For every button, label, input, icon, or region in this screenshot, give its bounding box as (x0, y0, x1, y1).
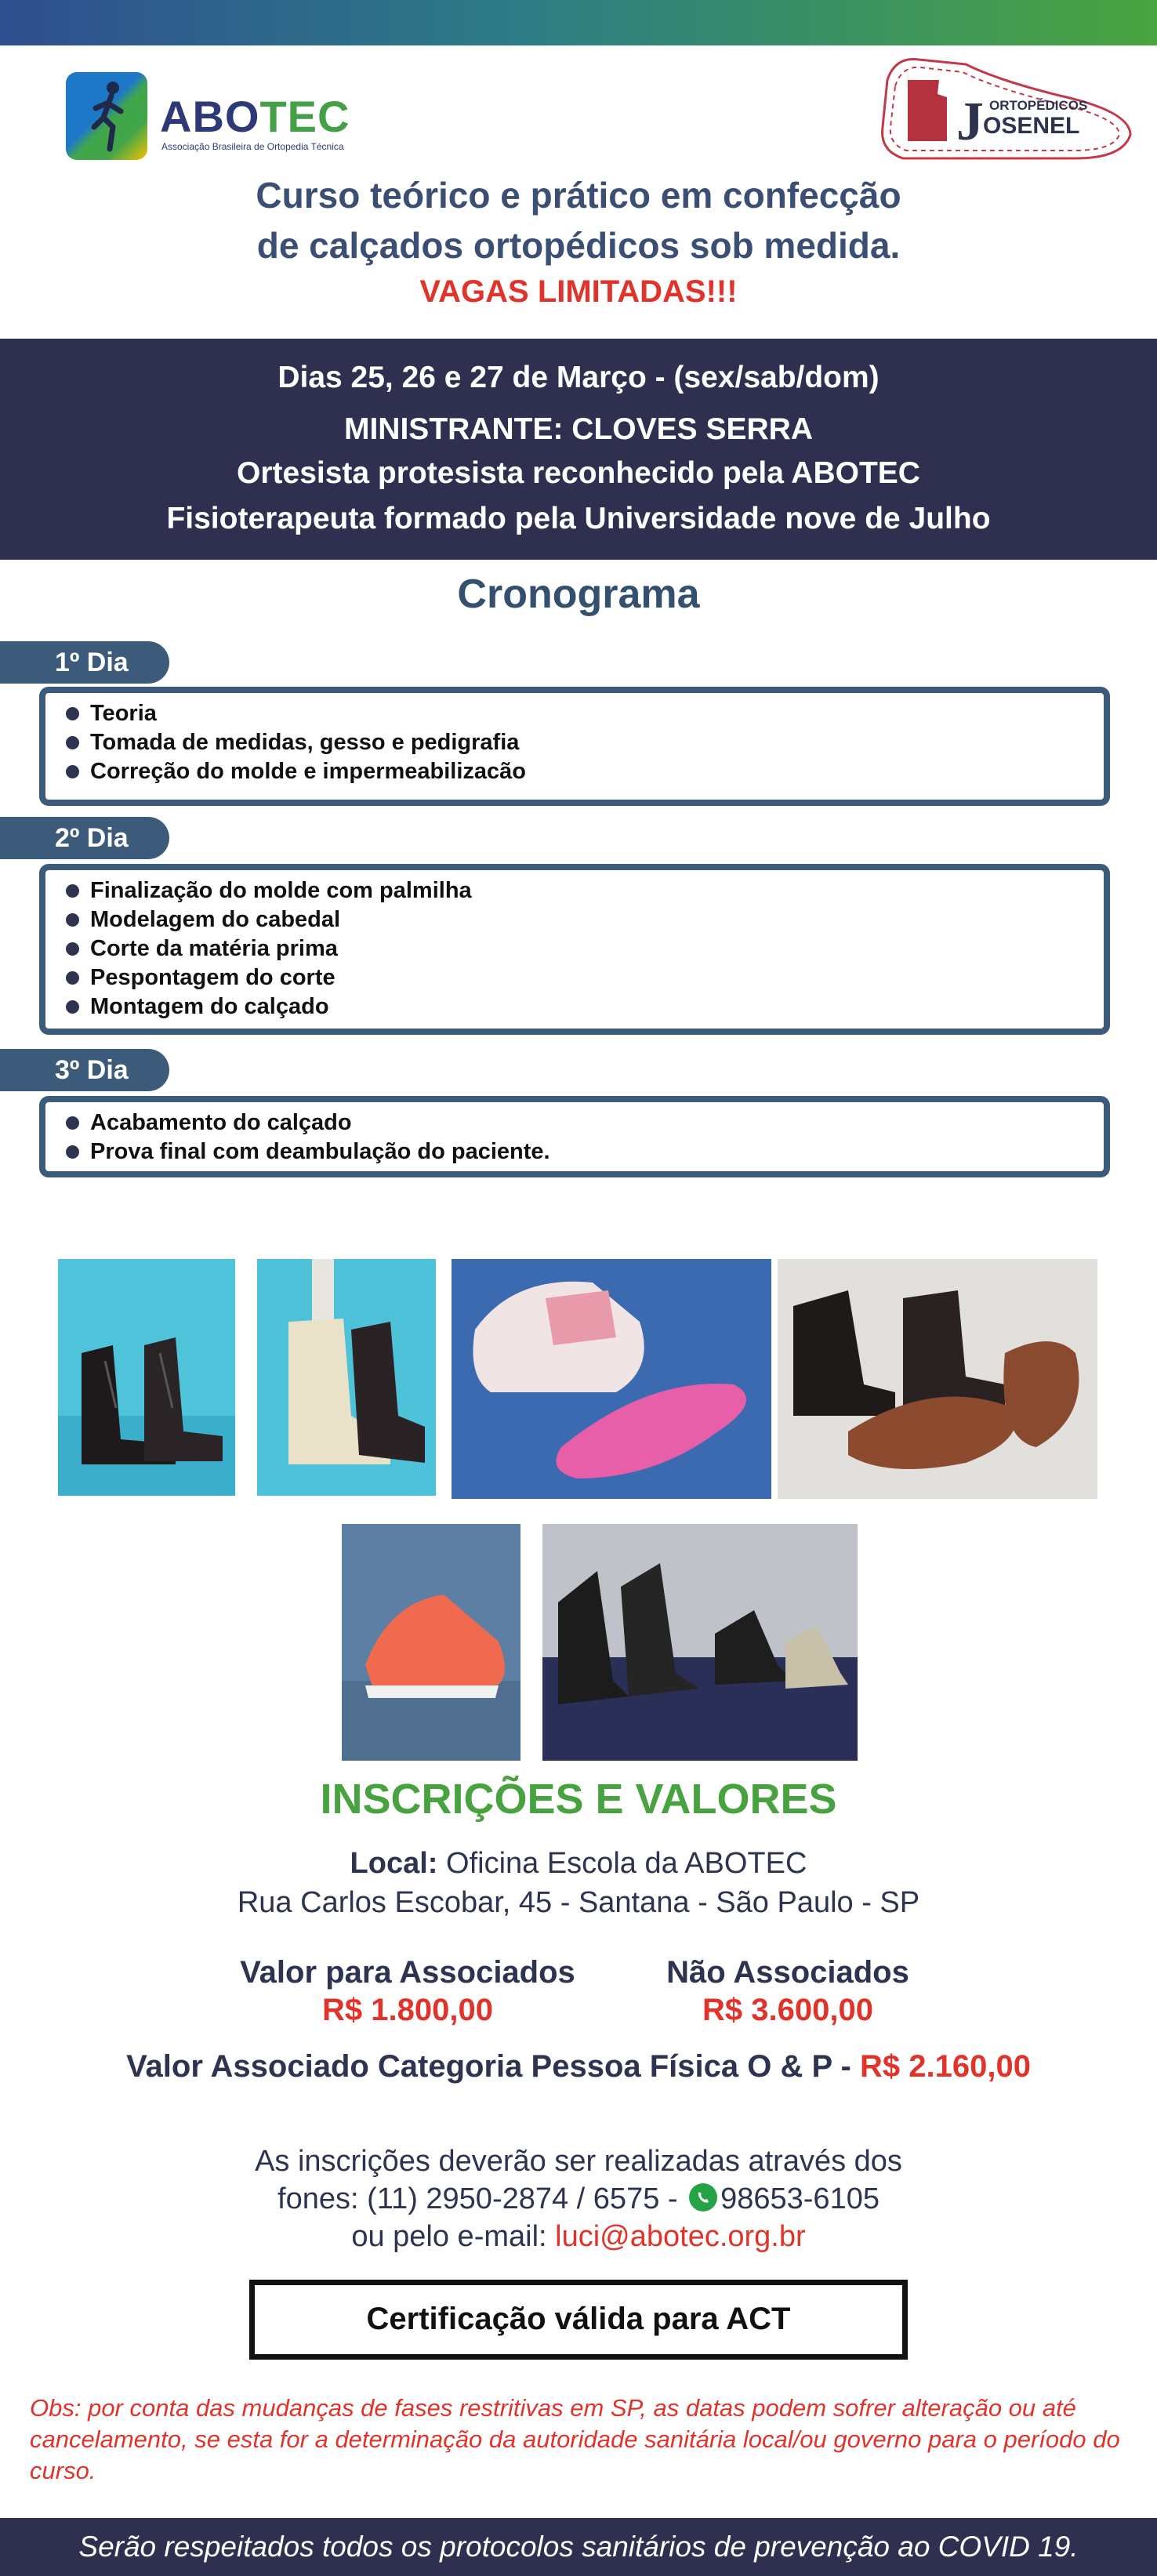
photo-plaster-cast (257, 1259, 436, 1496)
obs-note: Obs: por conta das mudanças de fases restritivas em SP, as datas podem sofrer alteração ou até cancelamento, se esta for a determinação da autoridade sanitária local/ou governo para o período do curso. (30, 2394, 1120, 2484)
abotec-logo (66, 72, 348, 166)
svg-text:OSENEL: OSENEL (983, 113, 1080, 139)
categoria-value: R$ 2.160,00 (859, 2049, 1031, 2084)
list-item: Prova final com deambulação do paciente. (66, 1137, 1104, 1166)
abotec-subtitle: Associação Brasileira de Ortopedia Técnica (161, 141, 344, 152)
contact-email-line (0, 2220, 1157, 2254)
footer-covid-note: Serão respeitados todos os protocolos sanitários de prevenção ao COVID 19. (0, 2518, 1157, 2576)
email-link[interactable]: luci@abotec.org.br (555, 2220, 806, 2253)
list-item: Montagem do calçado (66, 992, 1104, 1021)
photo-orange-sneaker (342, 1524, 520, 1761)
list-item: Correção do molde e impermeabilizacão (66, 757, 1104, 786)
categoria-price-line (0, 2049, 1157, 2084)
whatsapp-icon (689, 2183, 717, 2211)
instructor-credential-2: Fisioterapeuta formado pela Universidade nove de Julho (166, 502, 991, 535)
instructor-credential-1: Ortesista protesista reconhecido pela ABOTEC (237, 456, 920, 490)
list-item: Tomada de medidas, gesso e pedigrafia (66, 728, 1104, 757)
local-line (0, 1847, 1157, 1881)
nao-assoc-price-value: R$ 3.600,00 (702, 1993, 873, 2027)
photo-boots-insoles (778, 1259, 1097, 1499)
email-label: ou pelo e-mail: (351, 2220, 556, 2253)
list-item: Corte da matéria prima (66, 934, 1104, 963)
day-1-box (39, 687, 1110, 806)
address: Rua Carlos Escobar, 45 - Santana - São Paulo - SP (237, 1886, 920, 1919)
abotec-runner-icon (66, 72, 147, 160)
headline-line1: Curso teórico e prático em confecção (256, 175, 901, 216)
assoc-price-value: R$ 1.800,00 (322, 1993, 493, 2027)
list-item: Acabamento do calçado (66, 1108, 1104, 1137)
day-3-tab: 3º Dia (0, 1049, 169, 1091)
photo-pink-sneaker-insole (452, 1259, 771, 1499)
nao-assoc-price-label: Não Associados (666, 1955, 909, 1990)
josenel-logo (872, 49, 1138, 174)
local-label: Local: (350, 1847, 438, 1880)
abotec-wordmark: ABOTEC (160, 92, 350, 141)
day-1-tab: 1º Dia (0, 641, 169, 684)
list-item: Pespontagem do corte (66, 963, 1104, 992)
contact-line1: As inscrições deverão ser realizadas através dos (255, 2145, 902, 2178)
inscricoes-title: INSCRIÇÕES E VALORES (320, 1776, 837, 1823)
day-2-tab: 2º Dia (0, 817, 169, 859)
course-instructor: MINISTRANTE: CLOVES SERRA (343, 412, 814, 446)
categoria-label: Valor Associado Categoria Pessoa Física O & P - (126, 2049, 860, 2084)
assoc-price-label: Valor para Associados (240, 1955, 575, 1990)
contact-phones (0, 2182, 1157, 2216)
vagas-limitadas: VAGAS LIMITADAS!!! (419, 274, 738, 309)
course-dates: Dias 25, 26 e 27 de Março - (sex/sab/dom) (277, 361, 880, 394)
course-info-band (0, 339, 1157, 560)
photo-black-boots (58, 1259, 235, 1496)
svg-text:ORTOPÉDICOS: ORTOPÉDICOS (989, 98, 1088, 113)
whatsapp-number: 98653-6105 (720, 2182, 880, 2215)
headline-line2: de calçados ortopédicos sob medida. (256, 225, 901, 266)
top-gradient-bar (0, 0, 1157, 45)
day-2-box (39, 864, 1110, 1035)
list-item: Modelagem do cabedal (66, 905, 1104, 934)
list-item: Teoria (66, 699, 1104, 728)
svg-text:J: J (956, 92, 984, 152)
cronograma-title: Cronograma (457, 571, 700, 617)
certificacao-box: Certificação válida para ACT (249, 2280, 908, 2360)
list-item: Finalização do molde com palmilha (66, 876, 1104, 905)
phone-numbers: fones: (11) 2950-2874 / 6575 - (277, 2182, 687, 2215)
photo-shoe-collection (542, 1524, 858, 1761)
local-value: Oficina Escola da ABOTEC (437, 1847, 807, 1880)
day-3-box (39, 1096, 1110, 1177)
